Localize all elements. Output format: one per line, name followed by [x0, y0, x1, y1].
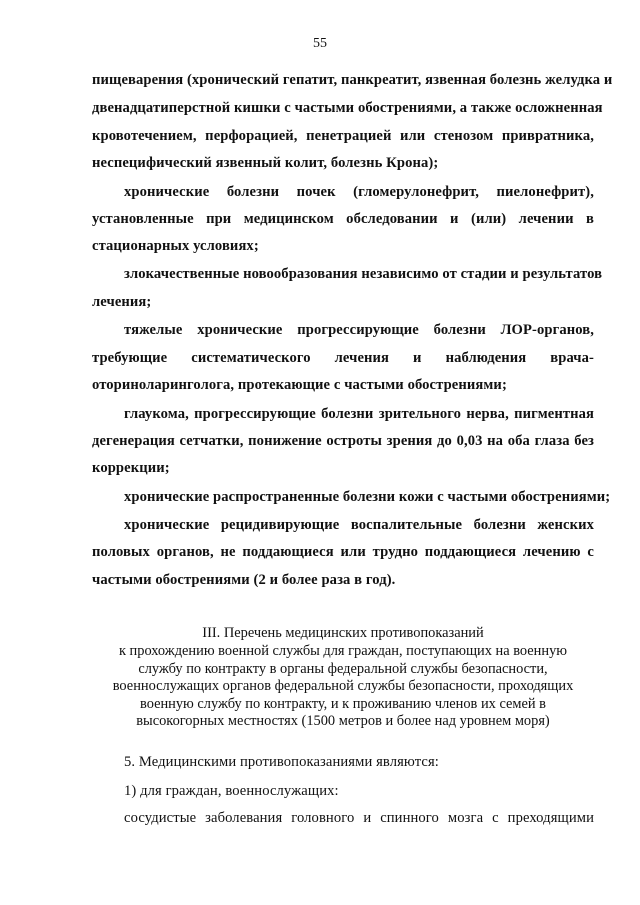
text-line: хронические распространенные болезни кожи с частыми обострениями; — [124, 489, 611, 505]
text-line: оториноларинголога, протекающие с частыми обострениями; — [92, 377, 507, 393]
heading-line: военную службу по контракту, и к проживанию членов их семей в — [140, 696, 546, 712]
heading-line: высокогорных местностях (1500 метров и более над уровнем моря) — [136, 713, 550, 729]
text-line: частыми обострениями (2 и более раза в год). — [92, 572, 396, 588]
item-5-heading: 5. Медицинскими противопоказаниями являются: — [124, 754, 439, 770]
text-line: лечения; — [92, 294, 152, 310]
text-line: хронические болезни почек (гломерулонефрит, пиелонефрит), — [124, 184, 594, 200]
page-number: 55 — [313, 36, 327, 51]
text-line: дегенерация сетчатки, понижение остроты зрения до 0,03 на оба глаза без — [92, 433, 594, 449]
heading-line: военнослужащих органов федеральной службы безопасности, проходящих — [112, 678, 574, 694]
text-line: злокачественные новообразования независимо от стадии и результатов — [124, 266, 603, 282]
section-title: III. Перечень медицинских противопоказаний — [202, 625, 484, 641]
text-line: половых органов, не поддающиеся или трудно поддающиеся лечению с — [92, 544, 594, 560]
text-line: пищеварения (хронический гепатит, панкреатит, язвенная болезнь желудка и — [92, 72, 613, 88]
heading-line: службу по контракту в органы федеральной службы безопасности, — [138, 661, 548, 677]
item-5-1: 1) для граждан, военнослужащих: — [124, 783, 339, 799]
text-line: стационарных условиях; — [92, 238, 259, 254]
heading-line: к прохождению военной службы для граждан, поступающих на военную — [118, 643, 568, 659]
text-line: глаукома, прогрессирующие болезни зрительного нерва, пигментная — [124, 406, 594, 422]
text-line: кровотечением, перфорацией, пенетрацией или стенозом привратника, — [92, 128, 594, 144]
text-line: сосудистые заболевания головного и спинного мозга с преходящими — [124, 810, 594, 826]
text-line: тяжелые хронические прогрессирующие болезни ЛОР-органов, — [124, 322, 594, 338]
text-line: двенадцатиперстной кишки с частыми обострениями, а также осложненная — [92, 100, 603, 116]
text-line: требующие систематического лечения и наблюдения врача- — [92, 350, 594, 366]
text-line: установленные при медицинском обследовании и (или) лечении в — [92, 211, 594, 227]
text-line: хронические рецидивирующие воспалительные болезни женских — [124, 517, 594, 533]
text-line: неспецифический язвенный колит, болезнь Крона); — [92, 155, 439, 171]
text-line: коррекции; — [92, 460, 170, 476]
